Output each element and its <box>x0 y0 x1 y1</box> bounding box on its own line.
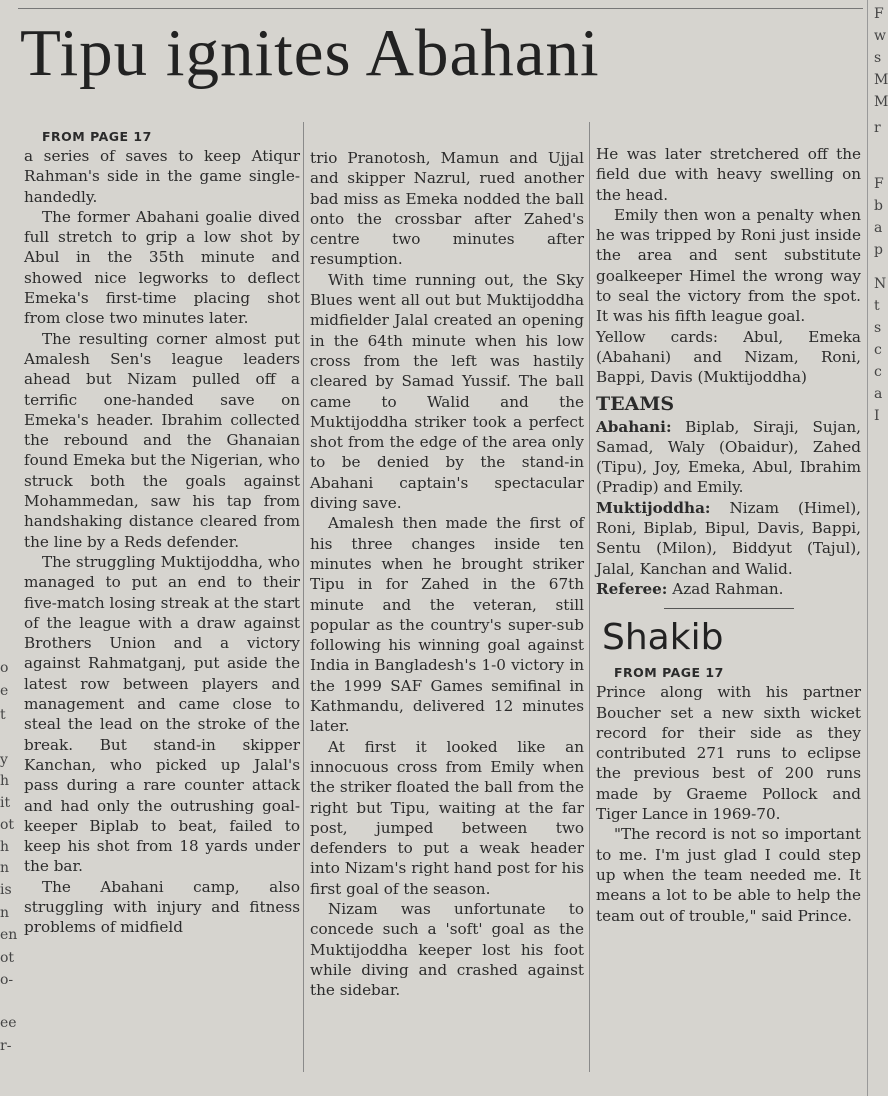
edge-fragment: h <box>0 839 10 855</box>
abahani-label: Abahani: <box>596 417 672 436</box>
edge-fragment: it <box>0 795 11 811</box>
edge-fragment: c <box>874 342 882 358</box>
paragraph: He was later stretchered off the field due with heavy swelling on the head. <box>596 145 861 204</box>
edge-fragment: p <box>874 242 883 258</box>
paragraph: With time running out, the Sky Blues went all out but Muktijoddha midfielder Jalal created an opening in the 64th minute when his low cross from the left was hastily cleared by Samad Yussif. The ball came to Walid and the Muktijoddha striker took a perfect shot from the edge of the area only to be denied by the stand-in Abahani captain's spectacular diving save. <box>310 270 584 513</box>
abahani-lineup <box>596 417 861 498</box>
edge-fragment: F <box>874 176 884 192</box>
referee-name: Azad Rahman. <box>672 579 784 598</box>
article-column-1 <box>24 128 300 938</box>
paragraph: The struggling Muktijoddha, who managed to put an end to their five-match losing streak at the start of the league with a draw against Brothers Union and a victory against Rahmatganj, put aside the latest row between players and management and came close to steal the lead on the stroke of the break. But stand-in skipper Kanchan, who picked up Jalal's pass during a rare counter attack and had only the outrushing goal-keeper Biplab to beat, failed to keep his shot from 18 yards under the bar. <box>24 552 300 876</box>
edge-fragment: F <box>874 6 884 22</box>
muktijoddha-label: Muktijoddha: <box>596 498 711 517</box>
paragraph: At first it looked like an innocuous cross from Emily when the striker floated the ball from the right but Tipu, waiting at the far post, jumped between two defenders to put a weak header into Nizam's right hand post for his first goal of the season. <box>310 737 584 898</box>
paragraph: Nizam was unfortunate to concede such a 'soft' goal as the Muktijoddha keeper lost his foot while diving and crashed against the sidebar. <box>310 899 584 1000</box>
edge-fragment: N <box>874 276 887 292</box>
adjacent-column-fragment-left <box>0 110 18 1054</box>
edge-fragment: a <box>874 220 883 236</box>
top-rule <box>18 8 863 9</box>
edge-fragment: s <box>874 320 882 336</box>
edge-fragment: c <box>874 364 882 380</box>
story-divider <box>664 608 794 609</box>
paragraph: The Abahani camp, also struggling with injury and fitness problems of midfield <box>24 877 300 937</box>
article-column-2 <box>310 148 584 1000</box>
edge-fragment: h <box>0 773 10 789</box>
muktijoddha-players: Nizam (Himel), Roni, Biplab, Bipul, Davis, Bappi, Sentu (Milon), Biddyut (Tajul), Jalal, Kanchan and Walid. <box>596 498 861 578</box>
edge-fragment: r- <box>0 1038 12 1054</box>
edge-fragment: b <box>874 198 883 214</box>
column-rule-1 <box>303 122 304 1072</box>
edge-fragment: t <box>0 707 6 723</box>
adjacent-column-fragment-right <box>867 0 888 1096</box>
referee-line <box>596 579 861 599</box>
from-page-kicker: FROM PAGE 17 <box>42 129 152 144</box>
paragraph: "The record is not so important to me. I'm just glad I could step up when the team needed me. It means a lot to be able to help the team out of trouble," said Prince. <box>596 825 861 925</box>
edge-fragment: y <box>0 752 8 768</box>
paragraph: Prince along with his partner Boucher set a new sixth wicket record for their side as they contributed 271 runs to eclipse the previous best of 200 runs made by Graeme Pollock and Tiger Lance in 1969-70. <box>596 683 861 824</box>
edge-fragment: I <box>874 408 880 424</box>
paragraph: Amalesh then made the first of his three changes inside ten minutes when he brought striker Tipu in for Zahed in the 67th minute and the veteran, still popular as the country's super-sub following his winning goal against India in Bangladesh's 1-0 victory in the 1999 SAF Games semifinal in Kathmandu, delivered 12 minutes later. <box>310 514 584 736</box>
edge-fragment: s <box>874 50 882 66</box>
column-rule-2 <box>589 122 590 1072</box>
edge-fragment: ee <box>0 1015 17 1031</box>
headline: Tipu ignites Abahani <box>20 16 600 90</box>
edge-fragment: ot <box>0 817 15 833</box>
edge-fragment: e <box>0 683 9 699</box>
referee-label: Referee: <box>596 579 668 598</box>
edge-fragment: w <box>874 28 886 44</box>
paragraph: The resulting corner almost put Amalesh Sen's league leaders ahead but Nizam pulled off a terrific one-handed save on Emeka's header. Ibrahim collected the rebound and the Ghanaian found Emeka but the Nigerian, who struck both the goals against Mohammedan, saw his tap from handshaking distance cleared from the line by a Reds defender. <box>24 329 300 551</box>
edge-fragment: M <box>874 94 888 110</box>
teams-heading: TEAMS <box>596 392 675 415</box>
edge-fragment: n <box>0 905 10 921</box>
edge-fragment: en <box>0 927 18 943</box>
article-column-3 <box>596 144 861 926</box>
abahani-players: Biplab, Siraji, Sujan, Samad, Waly (Obaidur), Zahed (Tipu), Joy, Emeka, Abul, Ibrahim (Pradip) and Emily. <box>596 417 862 497</box>
edge-fragment: n <box>0 860 10 876</box>
paragraph: The former Abahani goalie dived full stretch to grip a low shot by Abul in the 35th minute and showed nice legworks to deflect Emeka's first-time placing shot from close two minutes later. <box>24 207 300 328</box>
paragraph: trio Pranotosh, Mamun and Ujjal and skipper Nazrul, rued another bad miss as Emeka nodded the ball onto the crossbar after Zahed's centre two minutes after resumption. <box>310 149 584 269</box>
edge-fragment: t <box>874 298 880 314</box>
edge-fragment: a <box>874 386 883 402</box>
sidebar-from-page-kicker: FROM PAGE 17 <box>614 665 724 681</box>
edge-fragment: o <box>0 660 9 676</box>
edge-fragment: ot <box>0 950 15 966</box>
edge-fragment: is <box>0 882 12 898</box>
sidebar-story-headline: Shakib <box>602 617 724 659</box>
edge-fragment: M <box>874 72 888 88</box>
paragraph: a series of saves to keep Atiqur Rahman's side in the game single-handedly. <box>24 147 300 206</box>
paragraph: Emily then won a penalty when he was tripped by Roni just inside the area and sent substitute goalkeeper Himel the wrong way to seal the victory from the spot. It was his fifth league goal. <box>596 205 861 326</box>
yellow-cards: Yellow cards: Abul, Emeka (Abahani) and Nizam, Roni, Bappi, Davis (Muktijoddha) <box>596 327 861 387</box>
muktijoddha-lineup <box>596 498 861 579</box>
edge-fragment: o- <box>0 972 14 988</box>
edge-fragment: r <box>874 120 881 136</box>
